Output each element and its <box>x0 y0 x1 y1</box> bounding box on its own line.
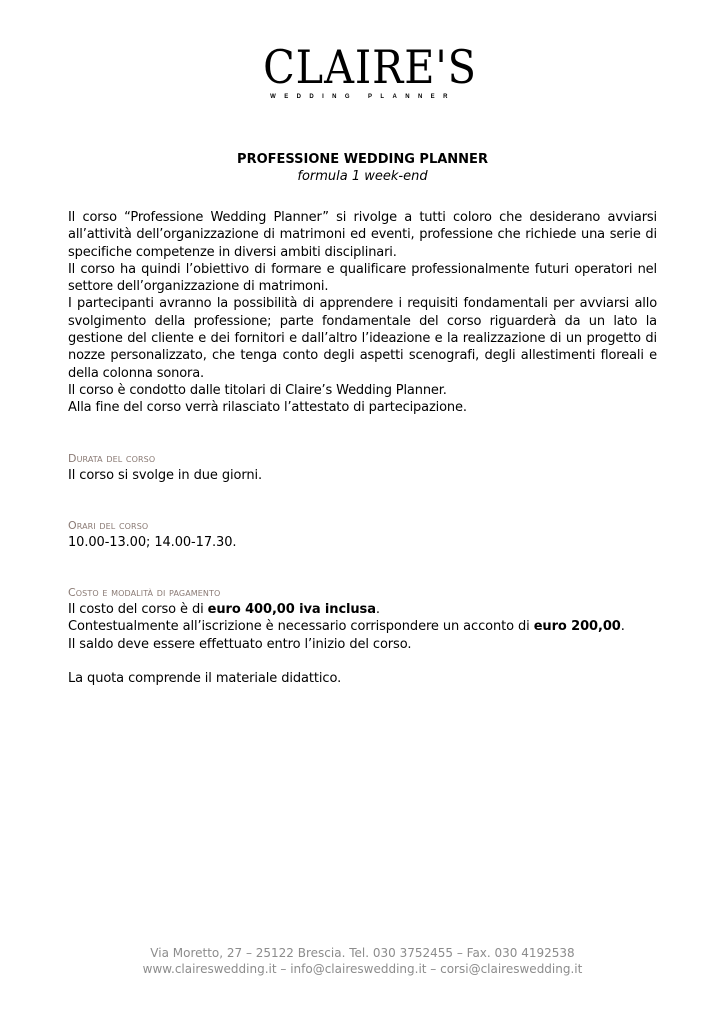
intro-paragraph-5: Alla fine del corso verrà rilasciato l’attestato di partecipazione. <box>68 400 467 416</box>
intro-paragraph-2: Il corso ha quindi l’obiettivo di formare e qualificare professionalmente futuri operatori nel settore dell’organizzazione di matrimoni. <box>68 261 657 295</box>
orari-heading: Orari del corso <box>68 518 149 532</box>
page-footer <box>0 945 725 977</box>
costo-line-2-suffix: . <box>620 619 625 635</box>
document-title: PROFESSIONE WEDDING PLANNER <box>237 152 488 167</box>
claires-logo <box>252 40 477 101</box>
costo-deposit: euro 200,00 <box>533 619 621 635</box>
costo-line-3: Il saldo deve essere effettuato entro l’inizio del corso. <box>68 636 412 652</box>
intro-paragraph-3: I partecipanti avranno la possibilità di apprendere i requisiti fondamentali per avviarsi allo svolgimento della professione; parte fondamentale del corso riguarderà da un lato la gestione del cliente e dei fornitori e dall’altro l’ideazione e la realizzazione di un progetto di nozze personalizzato, che tenga conto degli aspetti scenografi, degli allestimenti floreali e della colonna sonora. <box>68 296 657 381</box>
costo-line-1-prefix: Il costo del corso è di <box>68 602 208 618</box>
costo-line-2-prefix: Contestualmente all’iscrizione è necessario corrispondere un acconto di <box>68 619 534 635</box>
footer-contacts: www.claireswedding.it – info@claireswedding.it – corsi@claireswedding.it <box>142 962 583 976</box>
costo-line-1 <box>68 601 657 618</box>
durata-text: Il corso si svolge in due giorni. <box>68 467 263 483</box>
durata-heading: Durata del corso <box>68 451 156 465</box>
intro-paragraph-4: Il corso è condotto dalle titolari di Claire’s Wedding Planner. <box>68 382 447 398</box>
costo-heading: Costo e modalità di pagamento <box>68 586 221 600</box>
costo-line-2 <box>68 618 657 635</box>
document-header <box>0 151 725 185</box>
intro-paragraph-1: Il corso “Professione Wedding Planner” si rivolge a tutti coloro che desiderano avviarsi all’attività dell’organizzazione di matrimoni ed eventi, professione che richiede una serie di specifiche competenze in diversi ambiti disciplinari. <box>68 210 657 260</box>
logo-wordmark: CLAIRE'S <box>263 40 477 94</box>
document-subtitle: formula 1 week-end <box>297 169 428 184</box>
orari-text: 10.00-13.00; 14.00-17.30. <box>68 534 237 550</box>
costo-line-4: La quota comprende il materiale didattico. <box>68 671 342 687</box>
footer-address: Via Moretto, 27 – 25122 Brescia. Tel. 030 3752455 – Fax. 030 4192538 <box>150 946 575 960</box>
logo-tagline: WEDDING PLANNER <box>270 94 456 100</box>
document-body <box>68 209 657 687</box>
costo-price: euro 400,00 iva inclusa <box>207 602 376 618</box>
costo-line-1-suffix: . <box>375 602 380 618</box>
